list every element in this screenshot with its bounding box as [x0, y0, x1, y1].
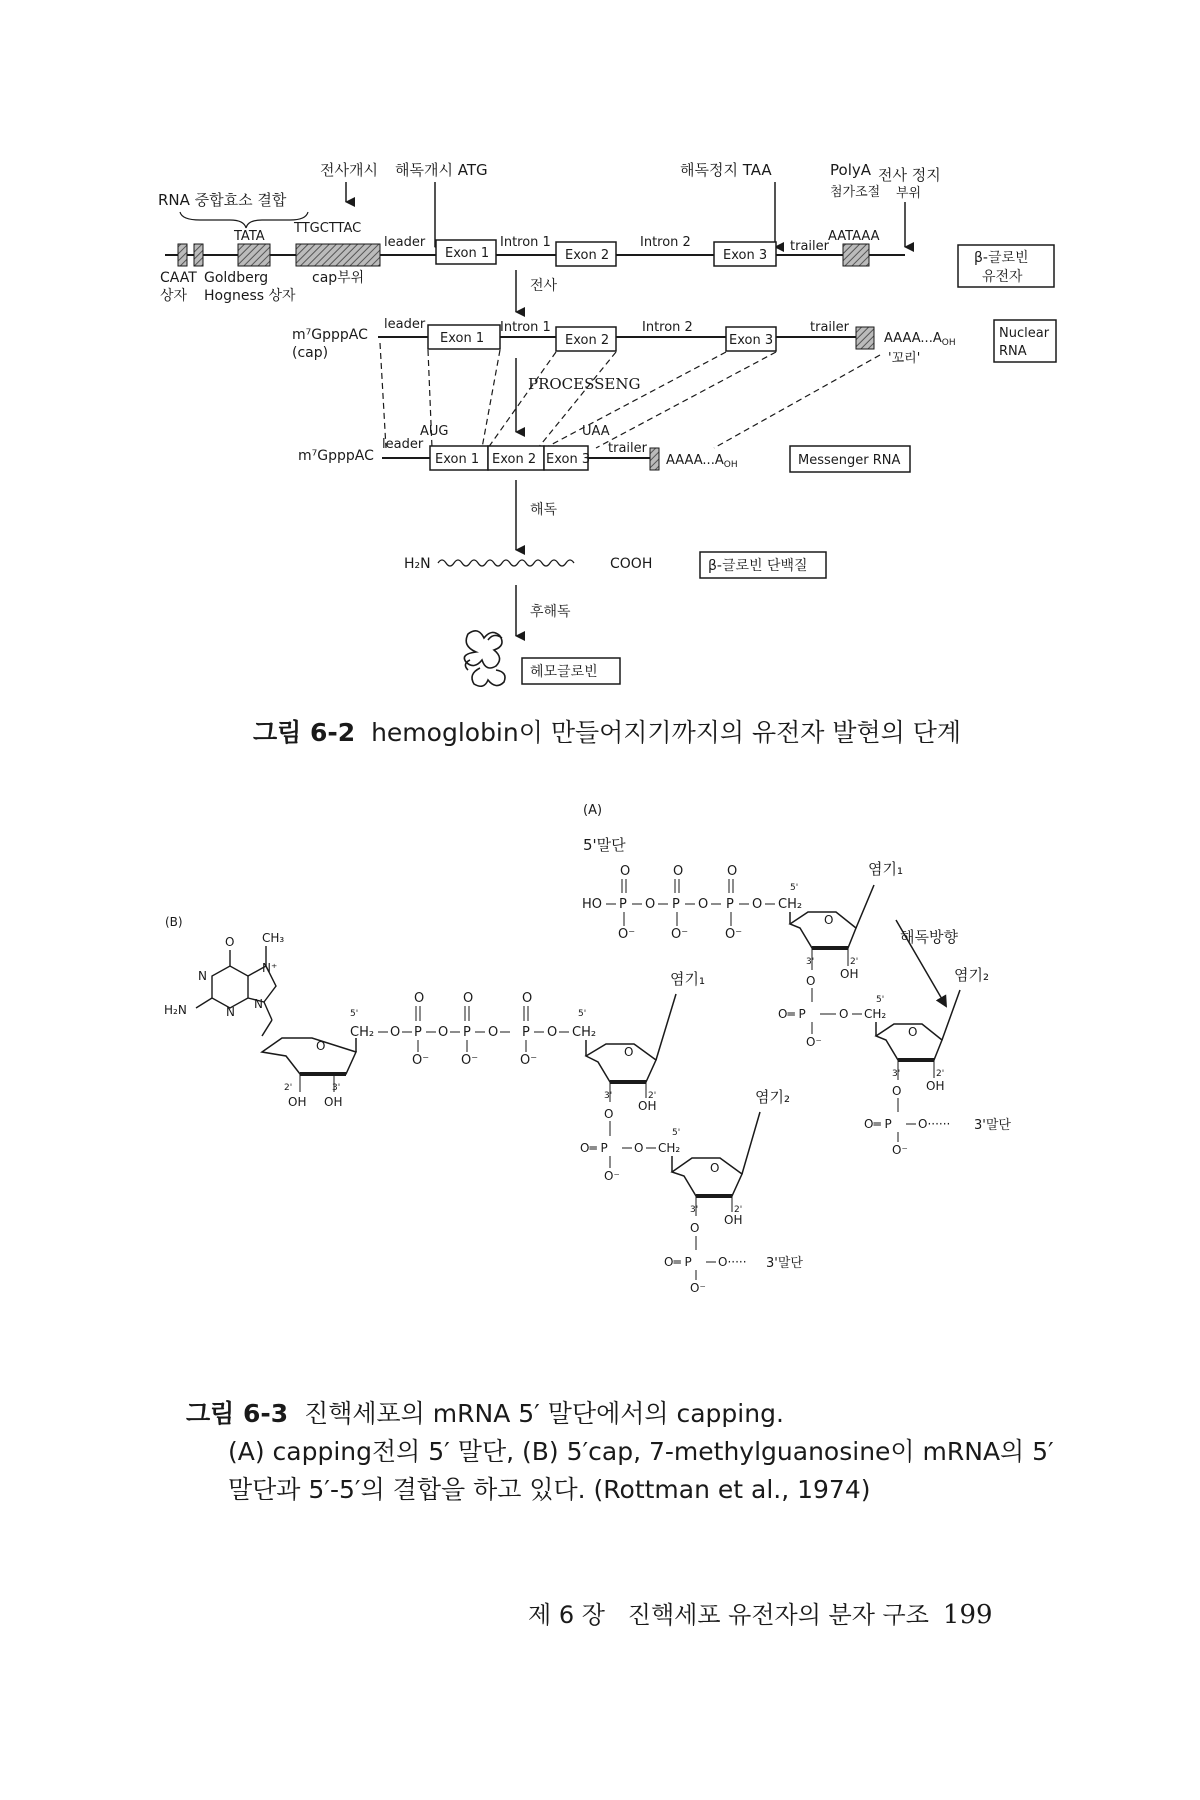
- svg-text:3': 3': [604, 1091, 613, 1101]
- mrna-exon-1-label: Exon 1: [435, 452, 480, 467]
- figure-6-3-caption: [186, 1395, 1054, 1509]
- caat-box: [178, 244, 187, 266]
- cap-label: (cap): [292, 345, 329, 361]
- svg-text:O: O: [806, 974, 816, 988]
- svg-text:5': 5': [578, 1009, 587, 1019]
- svg-text:O⁻: O⁻: [461, 1053, 479, 1068]
- transcription-stop-label: 전사 정지: [878, 166, 941, 184]
- nuclear-exon-2-label: Exon 2: [565, 333, 610, 348]
- methyl-label: CH₃: [262, 931, 285, 945]
- caat-label: CAAT: [160, 270, 197, 286]
- beta-globin-gene-label: β-글로빈: [974, 250, 1029, 266]
- panel-b-ribose-1: [586, 994, 676, 1082]
- svg-text:P: P: [463, 1025, 471, 1040]
- svg-text:O⁻: O⁻: [412, 1053, 430, 1068]
- svg-text:O: O: [522, 991, 533, 1006]
- mrna-polya-oh: OH: [723, 460, 738, 470]
- figure-6-2-number: 그림 6-2: [253, 718, 356, 747]
- svg-text:O·····: O·····: [718, 1255, 747, 1269]
- svg-text:P: P: [522, 1025, 530, 1040]
- svg-text:O⁻: O⁻: [690, 1281, 706, 1295]
- panel-a-ribose-2: [876, 990, 960, 1060]
- gene-label: 유전자: [982, 269, 1023, 285]
- messenger-rna-label: Messenger RNA: [798, 453, 901, 468]
- panel-b-3-end-label: 3'말단: [766, 1256, 803, 1271]
- cap-oh-2: OH: [288, 1095, 307, 1109]
- svg-text:O: O: [463, 991, 474, 1006]
- svg-text:O: O: [673, 864, 684, 879]
- svg-text:3': 3': [892, 1069, 901, 1079]
- nuclear-polya-signal: [856, 327, 874, 349]
- svg-text:O═ P: O═ P: [664, 1255, 692, 1269]
- protein-n-terminus: H₂N: [404, 556, 431, 572]
- page-number: 199: [942, 1600, 993, 1630]
- svg-text:O⁻: O⁻: [618, 927, 636, 942]
- gene-leader-label: leader: [384, 235, 426, 250]
- svg-text:O═ P: O═ P: [580, 1141, 608, 1155]
- nuclear-exon-1-label: Exon 1: [440, 331, 485, 346]
- transcription-start-label: 전사개시: [320, 161, 378, 179]
- svg-text:O: O: [225, 935, 235, 949]
- nuclear-polya-oh: OH: [941, 338, 956, 348]
- nuclear-leader-label: leader: [384, 317, 426, 332]
- methylguanine-ring: [196, 946, 276, 1020]
- panel-b-ribose-1-labels: [580, 1045, 680, 1183]
- svg-text:N: N: [226, 1005, 235, 1019]
- brace: [180, 212, 308, 228]
- gene-trailer-label: trailer: [790, 239, 829, 254]
- svg-text:CH₂: CH₂: [658, 1141, 681, 1155]
- nuclear-polya-tail: [884, 331, 956, 348]
- svg-text:O: O: [438, 1025, 449, 1040]
- svg-text:2': 2': [648, 1091, 657, 1101]
- svg-text:CH₂: CH₂: [572, 1025, 597, 1040]
- svg-text:O⁻: O⁻: [520, 1053, 538, 1068]
- svg-text:O: O: [604, 1107, 614, 1121]
- svg-text:OH: OH: [926, 1079, 945, 1093]
- figure-6-3-caption-line-1: [186, 1395, 1054, 1433]
- caat-box-2: [194, 244, 203, 266]
- mrna-trailer-label: trailer: [608, 441, 647, 456]
- mrna-polya-text: AAAA...A: [666, 453, 724, 468]
- mrna-leader-label: leader: [382, 437, 424, 452]
- gene-exon-3-label: Exon 3: [723, 248, 768, 263]
- svg-text:O⁻: O⁻: [604, 1169, 620, 1183]
- rna-polymerase-binding-label: RNA 중합효소 결합: [158, 191, 287, 209]
- svg-text:O: O: [547, 1025, 558, 1040]
- svg-text:O⁻: O⁻: [725, 927, 743, 942]
- svg-text:P: P: [726, 897, 734, 912]
- svg-text:O······: O······: [918, 1117, 951, 1131]
- panel-a-triphosphate: [582, 864, 802, 942]
- svg-text:O: O: [752, 897, 763, 912]
- svg-text:O: O: [710, 1161, 720, 1175]
- h2n-label: H₂N: [164, 1003, 187, 1017]
- panel-a-ribose-1-labels: [778, 913, 886, 1049]
- page-footer: [528, 1595, 993, 1630]
- svg-text:5': 5': [350, 1009, 359, 1019]
- svg-text:O⁻: O⁻: [671, 927, 689, 942]
- svg-text:3': 3': [332, 1083, 341, 1093]
- transcription-label: 전사: [530, 278, 558, 294]
- nuclear-intron-1-label: Intron 1: [500, 320, 551, 335]
- footer-chapter: 제 6 장: [528, 1601, 605, 1629]
- figure-6-2-gene-expression-diagram: [0, 0, 1200, 700]
- svg-text:P: P: [619, 897, 627, 912]
- nuclear-trailer-label: trailer: [810, 320, 849, 335]
- svg-text:O: O: [892, 1084, 902, 1098]
- tail-label: '꼬리': [888, 351, 921, 366]
- ttgcttac-label: TTGCTTAC: [294, 221, 362, 236]
- mrna-exon-2-label: Exon 2: [492, 452, 537, 467]
- panel-a-letter: (A): [583, 803, 603, 818]
- tata-label: TATA: [234, 229, 265, 244]
- svg-text:O: O: [390, 1025, 401, 1040]
- hemoglobin-illustration: [464, 631, 505, 686]
- figure-6-3-caption-line-2: (A) capping전의 5′ 말단, (B) 5′cap, 7-methylguanosine이 mRNA의 5′: [228, 1437, 1054, 1466]
- svg-text:5': 5': [876, 995, 885, 1005]
- svg-text:CH₂: CH₂: [778, 897, 803, 912]
- aataaa-label: AATAAA: [828, 229, 880, 244]
- svg-text:O: O: [645, 897, 656, 912]
- polypeptide-chain: [438, 560, 574, 566]
- svg-text:2': 2': [850, 957, 859, 967]
- translation-stop-label: 해독정지 TAA: [680, 161, 772, 179]
- nuclear-exon-3-label: Exon 3: [729, 333, 774, 348]
- svg-text:O: O: [488, 1025, 499, 1040]
- svg-text:N: N: [254, 997, 263, 1011]
- svg-text:O═ P: O═ P: [778, 1007, 806, 1021]
- translation-start-label: 해독개시 ATG: [395, 161, 488, 179]
- svg-text:P: P: [414, 1025, 422, 1040]
- panel-b-triphosphate: [350, 991, 596, 1068]
- svg-text:O: O: [727, 864, 738, 879]
- caat-box-label: 상자: [160, 288, 188, 304]
- svg-text:N: N: [198, 969, 207, 983]
- panel-b-base-2: 염기₂: [755, 1088, 790, 1106]
- svg-text:O⁻: O⁻: [892, 1143, 908, 1157]
- svg-text:OH: OH: [638, 1099, 657, 1113]
- beta-globin-protein-label: β-글로빈 단백질: [708, 558, 808, 574]
- svg-text:3': 3': [806, 957, 815, 967]
- mrna-polya-signal: [650, 448, 659, 470]
- svg-text:O: O: [839, 1007, 849, 1021]
- svg-text:O: O: [316, 1039, 326, 1053]
- nuclear-polya-text: AAAA...A: [884, 331, 942, 346]
- svg-text:P: P: [672, 897, 680, 912]
- uaa-label: UAA: [582, 424, 610, 439]
- gene-intron-1-label: Intron 1: [500, 235, 551, 250]
- figure-6-3-caption-text-1: 진핵세포의 mRNA 5′ 말단에서의 capping.: [304, 1399, 784, 1428]
- figure-6-3-number: 그림 6-3: [186, 1399, 289, 1428]
- svg-text:2': 2': [734, 1205, 743, 1215]
- svg-text:O═ P: O═ P: [864, 1117, 892, 1131]
- svg-text:5': 5': [790, 883, 799, 893]
- svg-text:O: O: [620, 864, 631, 879]
- protein-c-terminus: COOH: [610, 556, 653, 572]
- hemoglobin-label: 헤모글로빈: [530, 664, 598, 680]
- nuclear-rna-cap-label: m⁷GpppAC: [292, 327, 368, 343]
- panel-b-base-1: 염기₁: [670, 970, 705, 988]
- mrna-cap-label: m⁷GpppAC: [298, 448, 374, 464]
- transcription-stop-site-label: 부위: [896, 186, 922, 201]
- svg-text:OH: OH: [840, 967, 859, 981]
- figure-6-3-caption-line-3: 말단과 5′-5′의 결합을 하고 있다. (Rottman et al., 1974): [228, 1475, 871, 1504]
- rna-label: RNA: [999, 344, 1027, 359]
- aug-label: AUG: [420, 424, 449, 439]
- svg-text:O: O: [908, 1025, 918, 1039]
- footer-title: 진핵세포 유전자의 분자 구조: [627, 1601, 929, 1629]
- panel-a-base-2: 염기₂: [954, 966, 989, 984]
- gene-exon-2-label: Exon 2: [565, 248, 610, 263]
- svg-text:O: O: [824, 913, 834, 927]
- svg-text:O: O: [624, 1045, 634, 1059]
- panel-a-ribose-2-labels: [864, 1025, 950, 1157]
- ho-label: HO: [582, 897, 603, 912]
- svg-text:CH₂: CH₂: [350, 1025, 375, 1040]
- panel-b-ribose-2: [672, 1112, 760, 1196]
- panel-a-5-end-label: 5'말단: [583, 836, 626, 854]
- goldberg-label: Goldberg: [204, 270, 269, 286]
- polya-label: PolyA: [830, 161, 871, 179]
- figure-6-2-caption: [253, 714, 961, 752]
- panel-a-base-1: 염기₁: [868, 860, 903, 878]
- cap-site-label: cap부위: [312, 270, 365, 286]
- figure-6-3-capping-structures: [0, 780, 1200, 1340]
- mrna-exon-3-label: Exon 3: [546, 452, 591, 467]
- translation-direction-label: 해독방향: [900, 928, 958, 946]
- svg-text:3': 3': [690, 1205, 699, 1215]
- svg-text:2': 2': [936, 1069, 945, 1079]
- translation-label: 해독: [530, 502, 558, 518]
- svg-text:N⁺: N⁺: [262, 961, 278, 975]
- hogness-box-label: Hogness 상자: [204, 288, 296, 304]
- polya-regulation-label: 첨가조절: [830, 185, 881, 200]
- processing-label: PROCESSENG: [528, 375, 641, 393]
- nuclear-label: Nuclear: [999, 326, 1050, 341]
- mrna-polya-tail: [666, 453, 738, 470]
- nuclear-intron-2-label: Intron 2: [642, 320, 693, 335]
- svg-text:CH₂: CH₂: [864, 1007, 887, 1021]
- polya-signal-box: [843, 244, 869, 266]
- panel-b-letter: (B): [165, 915, 183, 929]
- svg-text:O: O: [414, 991, 425, 1006]
- figure-6-2-caption-text: hemoglobin이 만들어지기까지의 유전자 발현의 단계: [371, 718, 962, 747]
- svg-text:O: O: [690, 1221, 700, 1235]
- svg-text:O⁻: O⁻: [806, 1035, 822, 1049]
- panel-a-3-end-label: 3'말단: [974, 1118, 1011, 1133]
- cap-site-box: [296, 244, 380, 266]
- svg-text:5': 5': [672, 1128, 681, 1138]
- svg-text:O: O: [698, 897, 709, 912]
- processing-dashed-lines: [380, 343, 880, 448]
- tata-box: [238, 244, 270, 266]
- gene-exon-1-label: Exon 1: [445, 246, 490, 261]
- svg-text:2': 2': [284, 1083, 293, 1093]
- cap-oh-3: OH: [324, 1095, 343, 1109]
- panel-b-ribose-2-labels: [664, 1161, 747, 1295]
- panel-b-cap-ribose: [262, 1020, 356, 1074]
- svg-text:O: O: [634, 1141, 644, 1155]
- svg-text:OH: OH: [724, 1213, 743, 1227]
- gene-intron-2-label: Intron 2: [640, 235, 691, 250]
- post-translation-label: 후해독: [530, 604, 571, 620]
